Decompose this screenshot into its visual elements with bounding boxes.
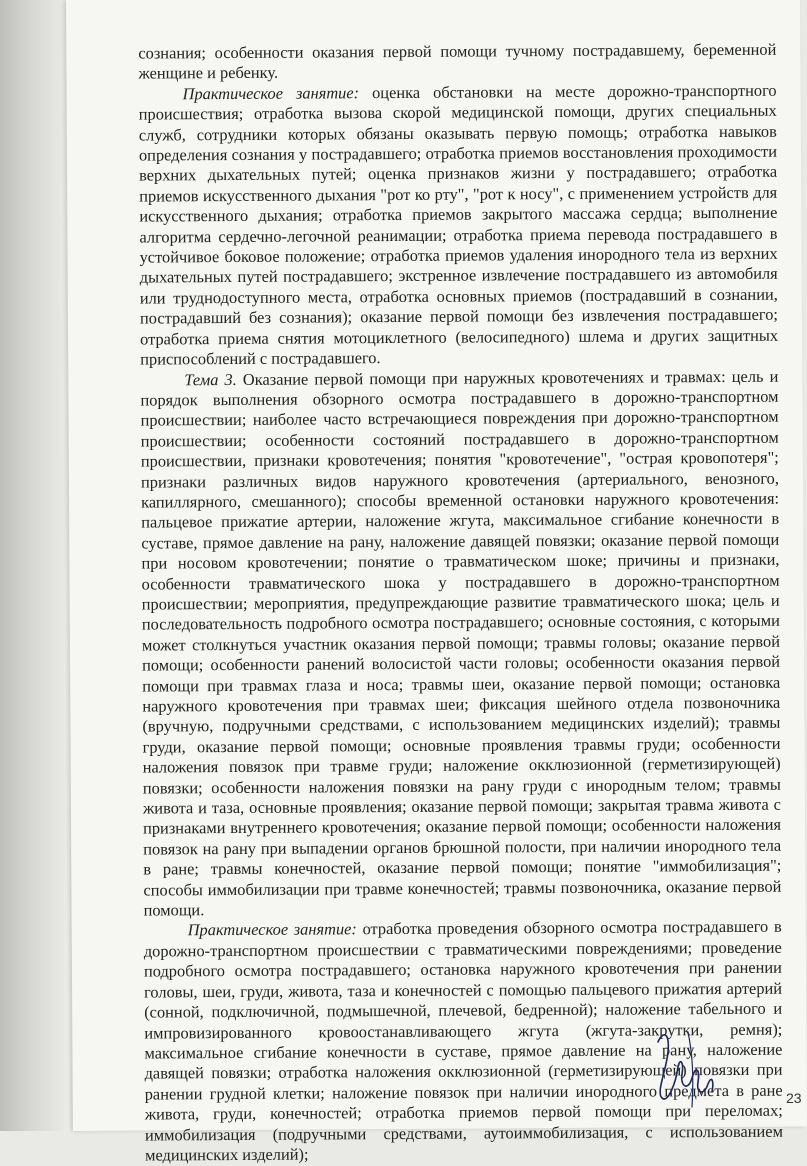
paragraph-topic-3	[140, 366, 781, 921]
handwritten-signature	[648, 1012, 728, 1112]
paragraph-practical-lesson-1	[139, 80, 779, 370]
paragraph-1-text: сознания; особенности оказания первой помощи тучному пострадавшему, беременной женщине и ребенку.	[138, 39, 777, 83]
paragraph-4-lead: Практическое занятие:	[187, 919, 357, 940]
body-text	[138, 40, 783, 1166]
paragraph-continuation	[138, 40, 776, 85]
paragraph-2-text: оценка обстановки на месте дорожно-транспортного происшествия; отработка вызова скорой медицинской помощи, других специальных служб, сотрудники которых обязаны оказывать первую помощь; отработка навыков определения сознания у пострадавшего; отработка приемов восстановления проходимости верхних дыхательных путей; оценка признаков жизни у пострадавшего; отработка приемов искусственного дыхания "рот ко рту", "рот к носу", с применением устройств для искусственного дыхания; отработка приемов закрытого массажа сердца; выполнение алгоритма сердечно-легочной реанимации; отработка приема перевода пострадавшего в устойчивое боковое положение; отработка приемов удаления инородного тела из верхних дыхательных путей пострадавшего; экстренное извлечение пострадавшего из автомобиля или труднодоступного места, отработка основных приемов (пострадавший в сознании, пострадавший без сознания); оказание первой помощи без извлечения пострадавшего; отработка приема снятия мотоциклетного (велосипедного) шлема и других защитных приспособлений с пострадавшего.	[138, 80, 779, 369]
document-page	[66, 0, 807, 1165]
paragraph-3-lead: Тема 3.	[184, 369, 237, 389]
paragraph-2-lead: Практическое занятие:	[182, 83, 360, 104]
page-number: 23	[786, 1090, 802, 1106]
paragraph-4-text: отработка проведения обзорного осмотра пострадавшего в дорожно-транспортном происшествии с травматическими повреждениями; проведение подробного осмотра пострадавшего; остановка наружного кровотечения при ранении головы, шеи, груди, живота, таза и конечностей с помощью пальцевого прижатия артерий (сонной, подключичной, подмышечной, плечевой, бедренной); наложение табельного и импровизированного кровоостанавливающего жгута (жгута-закрутки, ремня); максимальное сгибание конечности в суставе, прямое давление на рану, наложение давящей повязки; отработка наложения окклюзионной (герметизирующей) повязки при ранении грудной клетки; наложение повязок при наличии инородного предмета в ране живота, груди, конечностей; отработка приемов первой помощи при переломах; иммобилизация (подручными средствами, аутоиммобилизация, с использованием медицинских изделий);	[143, 917, 783, 1165]
paragraph-3-text: Оказание первой помощи при наружных кровотечениях и травмах: цель и порядок выполнения обзорного осмотра пострадавшего в дорожно-транспортном происшествии; наиболее часто встречающиеся повреждения при дорожно-транспортном происшествии; особенности состояний пострадавшего в дорожно-транспортном происшествии, признаки кровотечения; понятия "кровотечение", "острая кровопотеря"; признаки различных видов наружного кровотечения (артериального, венозного, капиллярного, смешанного); способы временной остановки наружного кровотечения: пальцевое прижатие артерии, наложение жгута, максимальное сгибание конечности в суставе, прямое давление на рану, наложение давящей повязки; оказание первой помощи при носовом кровотечении; понятие о травматическом шоке; причины и признаки, особенности травматического шока у пострадавшего в дорожно-транспортном происшествии; мероприятия, предупреждающие развитие травматического шока; цель и последовательность подробного осмотра пострадавшего; основные состояния, с которыми может столкнуться участник оказания первой помощи; травмы головы; оказание первой помощи; особенности ранений волосистой части головы; особенности оказания первой помощи при травмах глаза и носа; травмы шеи, оказание первой помощи; остановка наружного кровотечения при травмах шеи; фиксация шейного отдела позвоночника (вручную, подручными средствами, с использованием медицинских изделий); травмы груди, оказание первой помощи; основные проявления травмы груди; особенности наложения повязок при травме груди; наложение окклюзионной (герметизирующей) повязки; особенности наложения повязки на рану груди с инородным телом; травмы живота и таза, основные проявления; оказание первой помощи; закрытая травма живота с признаками внутреннего кровотечения; оказание первой помощи; особенности наложения повязок на рану при выпадении органов брюшной полости, при наличии инородного тела в ране; травмы конечностей, оказание первой помощи; понятие "иммобилизация"; способы иммобилизации при травме конечностей; травмы позвоночника, оказание первой помощи.	[140, 366, 782, 920]
scan-shadow-edge	[0, 0, 70, 1131]
